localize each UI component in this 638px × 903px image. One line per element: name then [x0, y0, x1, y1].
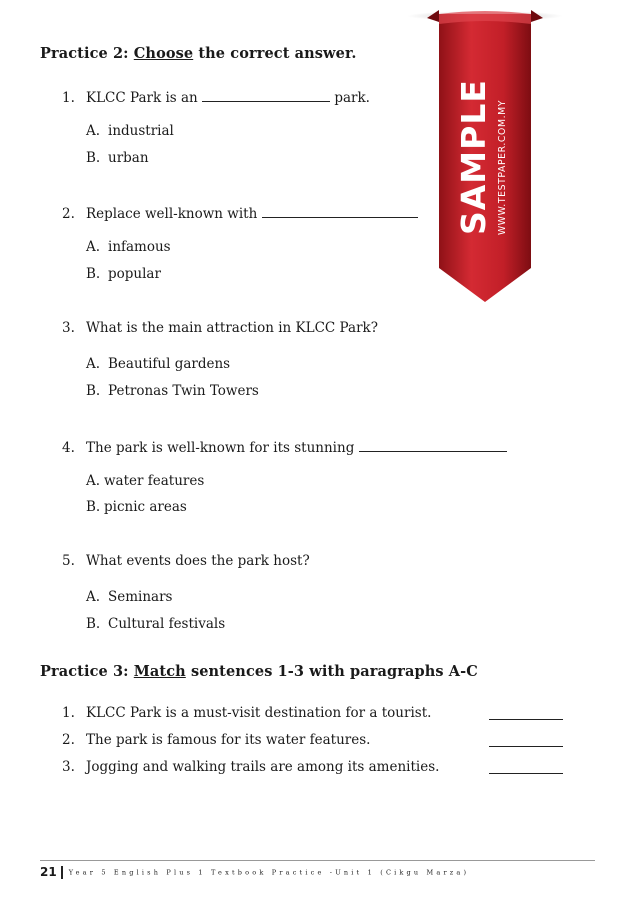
question-text: What is the main attraction in KLCC Park?: [86, 320, 378, 336]
option-letter: A.: [86, 356, 101, 372]
page-number: 21: [40, 865, 57, 879]
page-footer: [40, 865, 469, 879]
option-text: infamous: [108, 239, 171, 255]
match-answer-line-1[interactable]: [489, 719, 563, 720]
option-3a[interactable]: [86, 356, 230, 372]
option-letter: A.: [86, 239, 101, 255]
practice-3-rest: sentences 1-3 with paragraphs A-C: [185, 663, 478, 680]
question-text-after: park.: [334, 90, 370, 106]
match-item-3: [62, 759, 439, 775]
question-3: [62, 320, 378, 336]
match-item-1: [62, 705, 431, 721]
question-2: [62, 203, 418, 222]
option-letter: A.: [86, 123, 101, 139]
match-item-2: [62, 732, 370, 748]
question-text: Replace well-known with: [86, 206, 258, 222]
question-1: [62, 87, 370, 106]
item-number: 1.: [62, 705, 75, 721]
question-text: The park is well-known for its stunning: [86, 440, 355, 456]
answer-blank[interactable]: [202, 87, 330, 102]
option-4b[interactable]: [86, 499, 187, 515]
footer-separator: [61, 866, 63, 879]
ribbon-sample-text: SAMPLE: [454, 79, 493, 235]
option-text: industrial: [108, 123, 174, 139]
footer-text: Year 5 English Plus 1 Textbook Practice -Unit 1 (Cikgu Marza): [68, 868, 470, 877]
option-text: water features: [104, 473, 205, 489]
option-1b[interactable]: [86, 150, 149, 166]
option-letter: B.: [86, 499, 101, 515]
question-number: 2.: [62, 206, 75, 222]
question-4: [62, 437, 507, 456]
option-letter: B.: [86, 616, 101, 632]
question-5: [62, 553, 310, 569]
option-4a[interactable]: [86, 473, 204, 489]
option-text: Petronas Twin Towers: [108, 383, 259, 399]
option-text: picnic areas: [104, 499, 187, 515]
option-2b[interactable]: [86, 266, 161, 282]
option-letter: A.: [86, 589, 101, 605]
item-text: The park is famous for its water features.: [86, 732, 371, 748]
match-answer-line-3[interactable]: [489, 773, 563, 774]
option-letter: B.: [86, 383, 101, 399]
option-letter: B.: [86, 150, 101, 166]
item-number: 3.: [62, 759, 75, 775]
option-text: Seminars: [108, 589, 173, 605]
question-number: 4.: [62, 440, 75, 456]
sample-ribbon-watermark: [405, 10, 565, 310]
practice-3-heading: [40, 663, 478, 680]
option-letter: A.: [86, 473, 101, 489]
option-text: popular: [108, 266, 161, 282]
question-text: KLCC Park is an: [86, 90, 198, 106]
option-5a[interactable]: [86, 589, 172, 605]
option-5b[interactable]: [86, 616, 225, 632]
option-3b[interactable]: [86, 383, 259, 399]
question-number: 5.: [62, 553, 75, 569]
option-1a[interactable]: [86, 123, 174, 139]
practice-3-verb: Match: [133, 663, 186, 680]
match-answer-line-2[interactable]: [489, 746, 563, 747]
ribbon-site-text: WWW.TESTPAPER.COM.MY: [497, 99, 508, 235]
option-text: Cultural festivals: [108, 616, 226, 632]
practice-3-label: Practice 3:: [40, 663, 129, 680]
answer-blank[interactable]: [359, 437, 507, 452]
practice-2-verb: Choose: [133, 45, 194, 62]
option-text: Beautiful gardens: [108, 356, 231, 372]
footer-rule: [40, 860, 595, 861]
option-letter: B.: [86, 266, 101, 282]
item-text: KLCC Park is a must-visit destination for a tourist.: [86, 705, 432, 721]
practice-2-heading: [40, 45, 357, 62]
item-text: Jogging and walking trails are among its amenities.: [86, 759, 440, 775]
option-text: urban: [108, 150, 149, 166]
question-text: What events does the park host?: [86, 553, 310, 569]
question-number: 3.: [62, 320, 75, 336]
practice-2-rest: the correct answer.: [193, 45, 357, 62]
practice-2-label: Practice 2:: [40, 45, 129, 62]
question-number: 1.: [62, 90, 75, 106]
answer-blank[interactable]: [262, 203, 418, 218]
item-number: 2.: [62, 732, 75, 748]
option-2a[interactable]: [86, 239, 171, 255]
